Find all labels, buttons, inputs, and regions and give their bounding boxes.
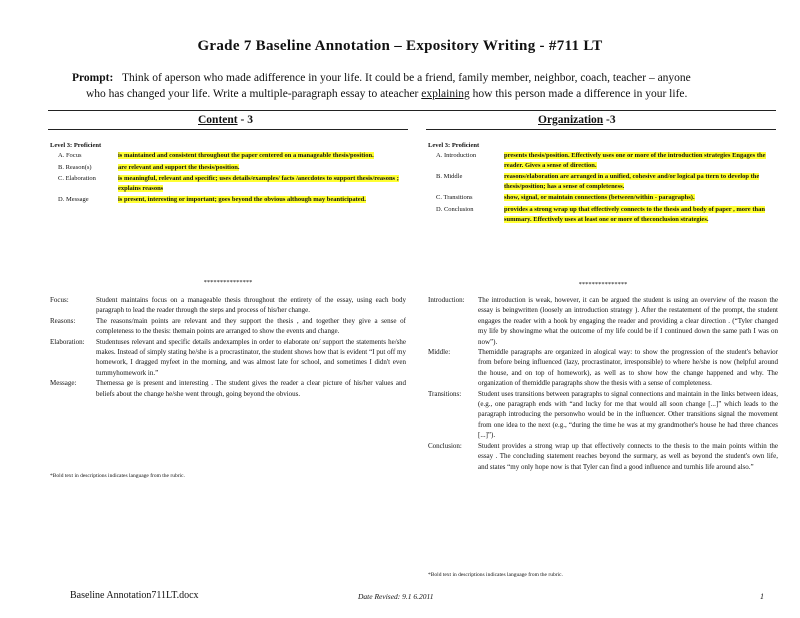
content-essay-label: Reasons: bbox=[50, 316, 76, 325]
content-rubric-text: are relevant and support the thesis/position. bbox=[118, 163, 240, 171]
content-essay-label: Elaboration: bbox=[50, 337, 85, 346]
prompt-line-2a: who has changed your life. Write a multiple-paragraph essay to ateacher bbox=[86, 88, 422, 100]
content-rubric-text: is meaningful, relevant and specific; uses details/examples/ facts /anecdotes to support thesis/reasons ; explains reasons bbox=[118, 175, 399, 192]
organization-essay bbox=[428, 295, 778, 472]
organization-essay-label: Introduction: bbox=[428, 296, 465, 304]
page-title: Grade 7 Baseline Annotation – Expository Writing - #711 LT bbox=[197, 38, 603, 54]
content-rubric bbox=[50, 142, 410, 207]
prompt-label: Prompt: bbox=[72, 72, 114, 84]
organization-essay-paragraph bbox=[428, 295, 778, 347]
content-heading-rule bbox=[48, 129, 408, 130]
organization-rubric-label: A. Introduction bbox=[436, 152, 477, 159]
organization-rubric bbox=[428, 142, 778, 226]
organization-rubric-text: reasons/elaboration are arranged in a unified, cohesive and/or logical pa ttern to develop the thesis/position; has a sense of completeness. bbox=[504, 173, 760, 190]
organization-essay-paragraph bbox=[428, 441, 778, 472]
content-essay-text: Studentuses relevant and specific details andexamples in order to elaborate on/ support the statements he/she makes. Instead of simply stating he/she is a procrastinator, the student shows how that is evident “I put off my homework, I dragged myfeet in the morning, and was almost late for school, and sometimes I didn't even turnmyhomework in.” bbox=[96, 337, 406, 377]
organization-rubric-text: show, signal, or maintain connections (between/within - paragraphs). bbox=[504, 194, 695, 202]
organization-essay-label: Middle: bbox=[428, 348, 451, 357]
content-essay-paragraph bbox=[50, 337, 406, 379]
prompt-line-1: Think of aperson who made adifference in your life. It could be a friend, family member, neighbor, coach, teacher – anyone bbox=[121, 72, 691, 84]
content-essay-paragraph bbox=[50, 378, 406, 399]
organization-rubric-label: C. Transitions bbox=[436, 194, 473, 202]
prompt-line-2b: how this person made a difference in your life. bbox=[469, 88, 688, 100]
organization-essay-paragraph bbox=[428, 389, 778, 441]
organization-note: *Bold text in descriptions indicates language from the rubric. bbox=[428, 572, 563, 578]
content-rubric-row bbox=[50, 151, 410, 161]
organization-rubric-label: B. Middle bbox=[436, 173, 463, 181]
organization-essay-text: Student uses transitions between paragraphs to signal connections and maintain in the links between ideas, (e.g., one paragraph ends with “and lucky for me that would all soon change [...]” which leads to the paragraph introducing the personwho would be in the influencer. Other transitions signal the movement from one idea to the next (e.g., “during the time he was at my grandmother's house he had three chances [...]”). bbox=[478, 389, 778, 440]
organization-essay-text: Student provides a strong wrap up that effectively connects to the thesis to the main points within the essay . The concluding statement reaches beyond the surmary, as well as beyond the student's own life, and states “my only hope now is that Tyler can find a good influence and turnhis life around also.” bbox=[478, 441, 778, 471]
organization-rubric-row bbox=[428, 205, 778, 224]
content-essay bbox=[50, 295, 406, 399]
content-rubric-label: A. Focus bbox=[58, 152, 82, 159]
organization-essay-label: Conclusion: bbox=[428, 441, 462, 450]
prompt bbox=[72, 70, 732, 102]
organization-rubric-row bbox=[428, 151, 778, 170]
header-divider bbox=[48, 110, 776, 111]
content-stars: *************** bbox=[203, 279, 253, 286]
content-essay-text: The reasons/main points are relevant and they support the thesis , and together they give a sense of completeness to the thesis: themain points are arranged to show the events and change. bbox=[96, 316, 406, 336]
content-rubric-text: is present, interesting or important; goes beyond the obvious although may beanticipated. bbox=[118, 196, 366, 204]
organization-rubric-label: D. Conclusion bbox=[436, 205, 474, 213]
organization-essay-label: Transitions: bbox=[428, 389, 462, 398]
content-rubric-label: B. Reason(s) bbox=[58, 163, 92, 171]
prompt-underlined-word: explaining bbox=[421, 88, 470, 100]
organization-rubric-text: presents thesis/position. Effectively uses one or more of the introduction strategies Engages the reader. Gives a sense of direction. bbox=[504, 152, 766, 169]
organization-heading: Organization -3 bbox=[538, 114, 616, 126]
content-essay-paragraph bbox=[50, 316, 406, 337]
content-note: *Bold text in descriptions indicates language from the rubric. bbox=[50, 473, 185, 479]
organization-rubric-row bbox=[428, 172, 778, 191]
content-rubric-row bbox=[50, 174, 410, 193]
organization-level: Level 3: Proficient bbox=[428, 142, 480, 149]
organization-essay-paragraph bbox=[428, 347, 778, 389]
organization-rubric-row bbox=[428, 193, 778, 203]
content-essay-text: Themessa ge is present and interesting . The student gives the reader a clear picture of his/her values and beliefs about the change he/she went through, going beyond the obvious. bbox=[96, 379, 406, 398]
organization-essay-text: Themiddle paragraphs are organized in alogical way: to show the progression of the student's behavior from before being influenced (lazy, procrastinator, irresponsible) to where he/she is now (helpful around the house, and on top of homework), as well as to show how the change happened and why. The organization of themiddle paragraphs show the thesis with a sense of completeness. bbox=[478, 348, 778, 388]
organization-rubric-text: provides a strong wrap up that effectively connects to the thesis and body of paper , more than summary. Effectively uses at least one or more of theconclusion strategies. bbox=[504, 205, 765, 223]
content-essay-text: Student maintains focus on a manageable thesis throughout the entirety of the essay, using each body paragraph to lead the reader through the steps and process of his/her change. bbox=[96, 296, 406, 315]
footer-filename: Baseline Annotation711LT.docx bbox=[70, 590, 199, 601]
content-rubric-row bbox=[50, 163, 410, 173]
organization-heading-rule bbox=[426, 129, 776, 130]
content-rubric-label: D. Message bbox=[58, 196, 89, 204]
footer-page-number: 1 bbox=[760, 592, 764, 601]
content-essay-paragraph bbox=[50, 295, 406, 316]
content-rubric-row bbox=[50, 195, 410, 205]
content-rubric-label: C. Elaboration bbox=[58, 175, 96, 183]
footer-date: Date Revised: 9.1 6.2011 bbox=[358, 592, 434, 601]
content-level: Level 3: Proficient bbox=[50, 142, 102, 149]
organization-essay-text: The introduction is weak, however, it can be argued the student is using an overview of the reason the essay is beingwritten (loosely an introduction strategy ). After the restatement of the prompt, the student engages the reader with a hook by engaging the reader and providing a clear direction . (“Tyler changed my life by showingme what the outcome of my life could be if I continued down the same path I was on now”). bbox=[478, 296, 778, 346]
content-rubric-text: is maintained and consistent throughout the paper centered on a manageable thesis/position. bbox=[118, 152, 374, 159]
content-heading: Content - 3 bbox=[198, 114, 253, 126]
content-essay-label: Message: bbox=[50, 379, 77, 388]
content-essay-label: Focus: bbox=[50, 296, 69, 304]
organization-stars: *************** bbox=[578, 281, 628, 288]
